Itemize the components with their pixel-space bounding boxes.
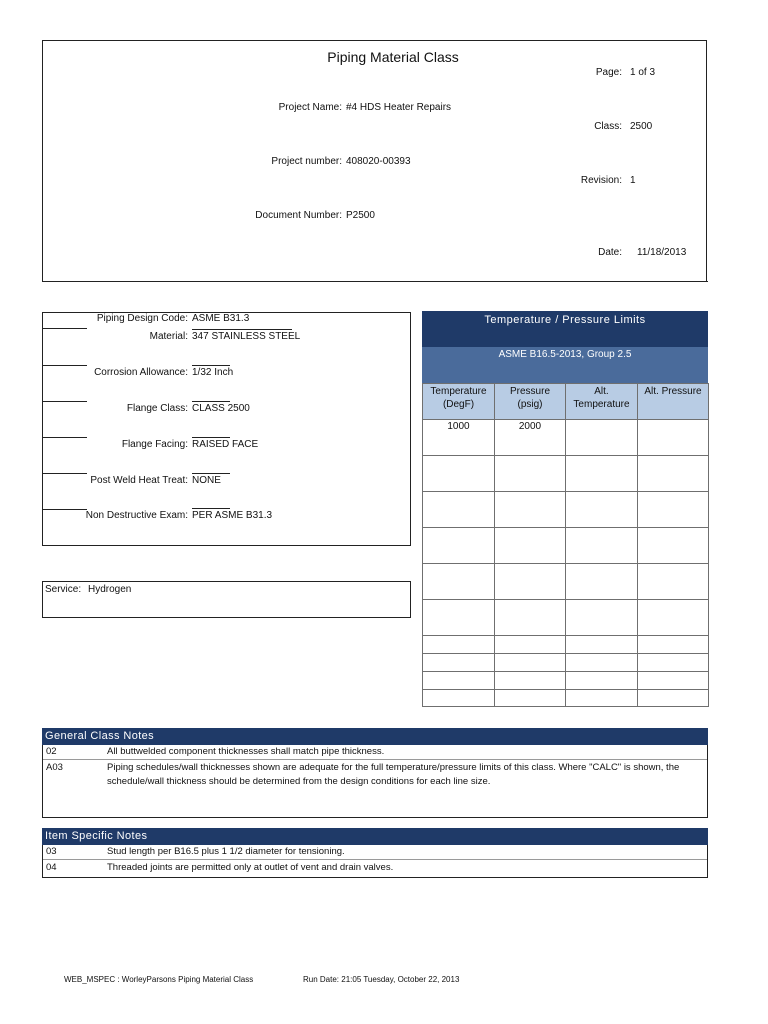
document-number-label: Document Number: (255, 210, 342, 221)
project-number-value: 408020-00393 (346, 156, 411, 167)
note-text: Stud length per B16.5 plus 1 1/2 diameter for tensioning. (107, 846, 345, 857)
tp-col-temperature: Temperature (DegF) (423, 384, 495, 420)
note-code: 04 (46, 862, 57, 873)
value-rule (192, 437, 230, 438)
tp-limits-title: Temperature / Pressure Limits (422, 311, 708, 347)
row-tick (43, 473, 87, 474)
note-code: 02 (46, 746, 57, 757)
table-row (423, 636, 709, 654)
pwht-label: Post Weld Heat Treat: (90, 475, 188, 486)
row-tick (43, 437, 87, 438)
corrosion-allowance-value: 1/32 Inch (192, 367, 234, 378)
nde-label: Non Destructive Exam: (85, 510, 188, 521)
table-row (423, 564, 709, 600)
flange-facing-value: RAISED FACE (192, 439, 259, 450)
tp-col-pressure: Pressure (psig) (495, 384, 566, 420)
row-tick (43, 401, 87, 402)
tp-col-alt-pressure: Alt. Pressure (638, 384, 709, 420)
table-row (423, 456, 709, 492)
item-notes-title: Item Specific Notes (42, 828, 708, 845)
value-rule (192, 473, 230, 474)
date-label: Date: (598, 247, 622, 258)
header-bottom-rule (42, 281, 708, 282)
row-tick (43, 365, 87, 366)
project-name-value: #4 HDS Heater Repairs (346, 102, 452, 113)
project-number-label: Project number: (271, 156, 342, 167)
tp-limits-subtitle: ASME B16.5-2013, Group 2.5 (422, 347, 708, 383)
item-notes-box (42, 845, 708, 878)
table-row (423, 420, 709, 456)
table-row (423, 654, 709, 672)
project-name-label: Project Name: (278, 102, 342, 113)
service-label: Service: (45, 584, 82, 595)
row-tick (43, 328, 87, 329)
service-value: Hydrogen (88, 584, 132, 595)
revision-label: Revision: (580, 175, 622, 186)
flange-class-label: Flange Class: (126, 403, 188, 414)
corrosion-allowance-label: Corrosion Allowance: (94, 367, 188, 378)
tp-cell: 2000 (495, 420, 566, 456)
page-title: Piping Material Class (327, 49, 459, 65)
class-value: 2500 (630, 121, 653, 132)
flange-facing-label: Flange Facing: (121, 439, 188, 450)
row-divider (43, 759, 707, 760)
design-code-value: ASME B31.3 (192, 313, 250, 324)
value-rule (192, 401, 230, 402)
revision-value: 1 (630, 175, 636, 186)
page-value: 1 of 3 (630, 67, 656, 78)
row-divider (43, 859, 707, 860)
design-code-label: Piping Design Code: (96, 313, 188, 324)
note-code: 03 (46, 846, 57, 857)
tp-header-row (423, 384, 709, 420)
pwht-value: NONE (192, 475, 221, 486)
value-rule (192, 365, 230, 366)
tp-limits-table (422, 383, 709, 707)
page-label: Page: (595, 67, 622, 78)
note-text: Threaded joints are permitted only at outlet of vent and drain valves. (107, 862, 394, 873)
tp-cell (566, 420, 638, 456)
class-label: Class: (594, 121, 622, 132)
note-code: A03 (46, 762, 63, 773)
table-row (423, 690, 709, 707)
general-notes-title: General Class Notes (42, 728, 708, 745)
general-notes-box (42, 745, 708, 818)
table-row (423, 672, 709, 690)
date-value: 11/18/2013 (637, 247, 687, 258)
value-rule (192, 329, 292, 330)
note-text: Piping schedules/wall thicknesses shown are adequate for the full temperature/pressure limits of this class. Where "CALC" is shown, the schedule/wall thickness should be determined from the design conditions for each line size. (107, 762, 680, 787)
material-label: Material: (149, 331, 188, 342)
note-text: All buttwelded component thicknesses shall match pipe thickness. (107, 746, 385, 757)
footer-run-date: Run Date: 21:05 Tuesday, October 22, 2013 (303, 975, 460, 984)
value-rule (192, 508, 230, 509)
table-row (423, 528, 709, 564)
nde-value: PER ASME B31.3 (192, 510, 273, 521)
material-value: 347 STAINLESS STEEL (192, 331, 301, 342)
footer-source: WEB_MSPEC : WorleyParsons Piping Material Class (64, 975, 254, 984)
document-number-value: P2500 (346, 210, 375, 221)
tp-col-alt-temperature: Alt. Temperature (566, 384, 638, 420)
tp-cell: 1000 (423, 420, 495, 456)
table-row (423, 600, 709, 636)
table-row (423, 492, 709, 528)
tp-cell (638, 420, 709, 456)
flange-class-value: CLASS 2500 (192, 403, 250, 414)
